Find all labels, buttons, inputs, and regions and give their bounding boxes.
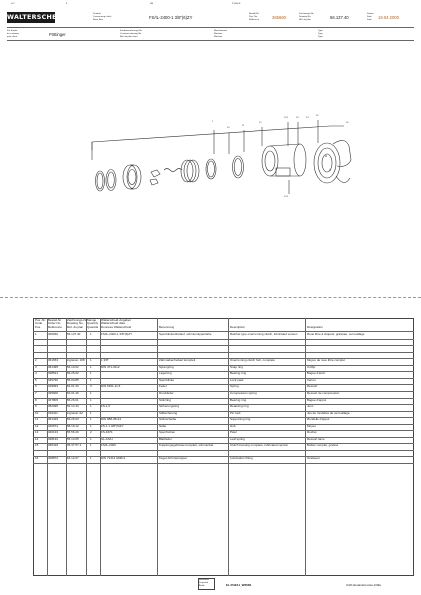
product-label-en: Overrunning clutch [93,16,112,18]
table-cell-de: Kegel-Schmiernippel [159,457,187,461]
table-cell-order: 361429 [48,418,59,422]
table-cell-qty: 1 [90,333,92,336]
table-cell-data: 1 3/8" [101,359,109,363]
machine-label-en: Machine [214,33,223,35]
table-cell-data: DIN 71412 AM6x1 [101,457,126,461]
table-cell-en: Lubrication fitting [230,457,253,461]
table-cell-de: Blattfeder [159,437,172,441]
drawing-value: 56.137.40 [330,15,349,20]
callout-11: 11 [242,125,245,127]
table-cell-drawing: 52.14.43 [67,405,79,409]
table-cell-data: FS/IL-2400-1 3/8"(6)ZY [101,333,133,336]
order-label-en: Part. No. [249,16,258,18]
table-cell-pos: 15 [35,444,39,448]
table-cell-pos: 4 [35,372,37,376]
table-cell-en: Supporting ring [230,418,251,422]
table-cell-de: Sicherungsring [159,405,180,409]
order-label-de: Bestell-Nr. [249,13,260,15]
table-cell-fr: Rochet [307,431,317,435]
table-cell-qty: 1 [90,457,92,461]
table-cell-de: Stützscheibe [159,418,177,422]
table-cell-qty: 1 [90,359,92,363]
table-cell-data: DIN 988-35x12 [101,418,122,422]
row-divider [33,463,414,464]
table-cell-fr: Ressort lame [307,437,325,441]
type-label-en: Type [318,33,323,35]
table-cell-pos: 9 [35,405,37,409]
table-cell-de: Sperrbolzen [159,431,176,435]
table-cell-fr: Roue libre à cliquets, graissée, verrouillage [307,333,365,336]
top-mark: S-Y [11,3,15,5]
col-header-fr: Désignation [307,326,323,329]
callout-10: 10 [227,127,230,129]
date-label-en: Date [367,16,372,18]
table-cell-drawing: 55.13.05 [67,437,79,441]
table-cell-en: Pin lock [230,411,241,415]
col-header-order: Bestell-Nr. Order No. Référence [48,319,62,329]
table-cell-qty: 1 [90,424,92,428]
table-cell-drawing: 55.00.85 [67,378,79,382]
table-cell-drawing: 55.56.20 [67,431,79,435]
date-label-de: Datum [367,13,374,15]
table-cell-de: Kupplungsgehäuse komplett, schmierbar [159,444,214,448]
table-cell-pos: 11 [35,418,39,422]
cust-drawing-label-en: Customer drawing No. [120,33,142,35]
table-cell-de: Sprengring [159,365,174,369]
row-divider [33,345,414,346]
row-divider [33,339,414,340]
table-cell-order: 361653 [48,359,59,363]
table-cell-pos: 8 [35,398,37,402]
top-mark: DB [150,3,154,5]
table-cell-fr: Moyeu de roue libre complet [307,359,345,363]
product-label-fr: Roue libre [93,19,103,21]
customer-label-en: for customer [7,33,20,35]
table-cell-order: 345790 [48,378,59,382]
table-cell-fr: Ressort [307,385,318,389]
table-cell-en: Pawl [230,431,237,435]
table-cell-en: Retaining ring [230,405,249,409]
table-cell-de: Sperrklinkenfreilauf, schmiernippelnahe [159,333,212,336]
footer-label-en: Prepared [199,582,208,584]
callout-13-1: 13.1 [284,117,289,119]
table-cell-data: FS-1,5 [101,405,111,409]
table-cell-en: Lock pawl [230,378,244,382]
table-cell-pos: 16 [35,457,39,461]
table-cell-qty: 2 [90,431,92,435]
table-cell-data: DIN 6361-11,5 [101,385,121,389]
table-cell-drawing: ingranat. 02 [67,411,83,415]
table-cell-en: Hub [230,424,236,428]
table-cell-qty: 1 [90,378,92,382]
table-cell-drawing: 56.26.03 [67,418,79,422]
table-cell-order: 325900 [48,391,59,395]
drawing-label-fr: Réf. du plan [299,19,311,21]
table-cell-fr: Ressort de compression [307,391,340,395]
table-cell-de: Nabe [159,424,167,428]
table-cell-fr: Bague d'arrêt [307,372,325,376]
table-cell-order: 338521 [48,372,59,376]
table-cell-order: 329993 [48,385,59,389]
col-header-en: Description [230,326,246,329]
row-divider [33,352,414,353]
footer-label-fr: Établi [199,585,205,587]
table-cell-order: 365418 [48,444,59,448]
table-cell-qty: 1 [90,391,92,395]
table-cell-en: Leaf spring [230,437,245,441]
table-cell-order: 328872 [48,457,59,461]
cust-drawing-label-fr: Réf. du plan client [120,36,138,38]
table-cell-pos: 5 [35,378,37,382]
table-cell-en: Ratchet type overrunning clutch, lubricated version [230,333,298,336]
table-cell-drawing: 56.26.02 [67,372,79,376]
table-cell-de: Zahnnabenfreilauf komplett [159,359,196,363]
table-cell-qty: 1 [90,437,92,441]
callout-12: 12 [259,122,262,124]
date-label-fr: Date [367,19,372,21]
table-cell-drawing: 52.10.02 [67,365,79,369]
table-cell-drawing: 56.137.40 [67,333,81,336]
table-cell-qty: 1 [90,365,92,369]
table-cell-pos: 2 [35,359,37,363]
table-cell-de: Lagerring [159,372,172,376]
col-header-de: Benennung [159,326,175,329]
table-cell-qty: 1 [90,411,92,415]
drawing-label-de: Zeichnungs-Nr. [299,13,314,15]
table-cell-qty: 1 [90,398,92,402]
table-cell-order: 365660 [48,333,59,336]
table-cell-drawing: 52.01.46 [67,391,79,395]
walterscheid-logo: WALTERSCHEID [7,14,65,21]
table-cell-drawing: 52.01.33 [67,385,79,389]
callout-1: 1 [212,121,214,123]
machine-label-fr: Machine [214,36,223,38]
machine-label-de: Maschinenart [214,30,228,32]
product-value: FS/IL-2400-1 3/8"(6)ZY [149,15,193,20]
table-cell-fr: Circlip [307,365,316,369]
table-cell-order: 346974 [48,424,59,428]
table-cell-drawing: 58.19.12 [67,424,79,428]
table-cell-de: Feder [159,385,167,389]
cust-drawing-label-de: Kundenzeichnungs-Nr. [120,30,143,32]
table-cell-pos: 13 [35,431,39,435]
table-cell-pos: 7 [35,391,37,395]
product-label-de: Produkt [93,13,101,15]
callout-15: 15 [316,115,319,117]
table-cell-pos: 12 [35,424,39,428]
table-cell-data: DIN 471-32x2 [101,365,120,369]
table-cell-order: 319411 [48,411,58,415]
table-cell-pos: 10 [35,411,39,415]
customer-value: Pöttinger [49,32,66,37]
table-cell-drawing: ingranat. 108 [67,359,85,363]
table-cell-en: Snap ring [230,365,243,369]
table-cell-en: Spring [230,385,239,389]
table-cell-en: Overrunning clutch hub, complete [230,359,275,363]
table-cell-drawing: 63.12.07 [67,457,79,461]
table-cell-de: Stiftsicherung [159,411,178,415]
table-cell-fr: Bague d'appui [307,398,327,402]
table-cell-qty: 1 [90,405,92,409]
table-cell-fr: Boîtier complet, graissé [307,444,339,448]
table-cell-pos: 3 [35,365,37,369]
table-cell-fr: Jeu de rondelles de verrouillage [307,411,350,415]
drawing-label-en: Drawing No. [299,16,312,18]
table-cell-fr: Graisseur [307,457,321,461]
table-cell-de: Druckfeder [159,391,174,395]
table-cell-en: Clutch housing complete, lubricated version [230,444,289,448]
footer-doc-name: CAD-Ersatzteil-Liste-K3EL [346,583,382,587]
table-cell-qty: 1 [90,444,92,448]
table-cell-order: 352095 [48,405,59,409]
customer-label-fr: pour client [7,36,18,38]
table-cell-en: Compression spring [230,391,257,395]
table-cell-fr: Jonc [307,405,314,409]
table-cell-data: SL-AS/H [101,437,113,441]
callout-13-1-lower: 13.1 [284,196,289,198]
table-cell-fr: Verrou [307,378,316,382]
callout-14: 14 [306,117,309,119]
callout-16: 16 [346,122,349,124]
col-header-drawing: Zeichnungs-Nr. Drawing No. Réf. du plan [67,319,88,329]
table-cell-data: FS-FZ/S [101,431,113,435]
table-cell-qty: 1 [90,418,92,422]
col-header-qty: Menge Quantity Quantité [87,319,99,329]
col-header-data: Walterscheid-Angaben Walterscheid data Données Walterscheid [101,319,132,329]
date-value: 19.04.2000 [378,15,399,20]
table-cell-de: Stützring [159,398,171,402]
table-cell-qty: 3 [90,385,92,389]
table-cell-en: Bearing ring [230,398,247,402]
top-mark: ZY-B-FS [232,3,241,5]
table-cell-fr: Rondelle d'appui [307,418,330,422]
order-value: 365660 [272,15,286,20]
table-cell-pos: 6 [35,385,37,389]
table-cell-pos: 1 [35,333,37,336]
table-cell-qty: 1 [90,372,92,376]
table-cell-fr: Moyeu [307,424,317,428]
order-label-fr: Référence [249,19,260,21]
table-cell-de: Sperrklinke [159,378,175,382]
footer-sign: EL.PHE11_W6666 [226,583,252,587]
table-cell-order: 348132 [48,437,59,441]
table-cell-pos: 14 [35,437,39,441]
table-cell-data: FS/IL-2400 [101,444,116,448]
customer-label-de: Für Kunde [7,30,18,32]
table-cell-order: 361495 [48,365,59,369]
top-mark: F [66,3,68,5]
type-label-de: Type [318,30,323,32]
table-cell-data: FS-1 1 3/8"(6)ZY [101,424,124,428]
table-cell-en: Bearing ring [230,372,247,376]
table-cell-drawing: 56.26.01 [67,398,79,402]
type-label-fr: Type [318,36,323,38]
table-cell-drawing: 35.37.57-1 [67,444,82,448]
row-divider [33,450,414,451]
footer-label-de: Bearbeiter [199,579,210,581]
callout-13: 13 [296,117,299,119]
col-header-pos: Pos.-Nr. Code Pos. [35,319,46,329]
table-cell-order: 346133 [48,431,59,435]
table-cell-order: 347805 [48,398,59,402]
